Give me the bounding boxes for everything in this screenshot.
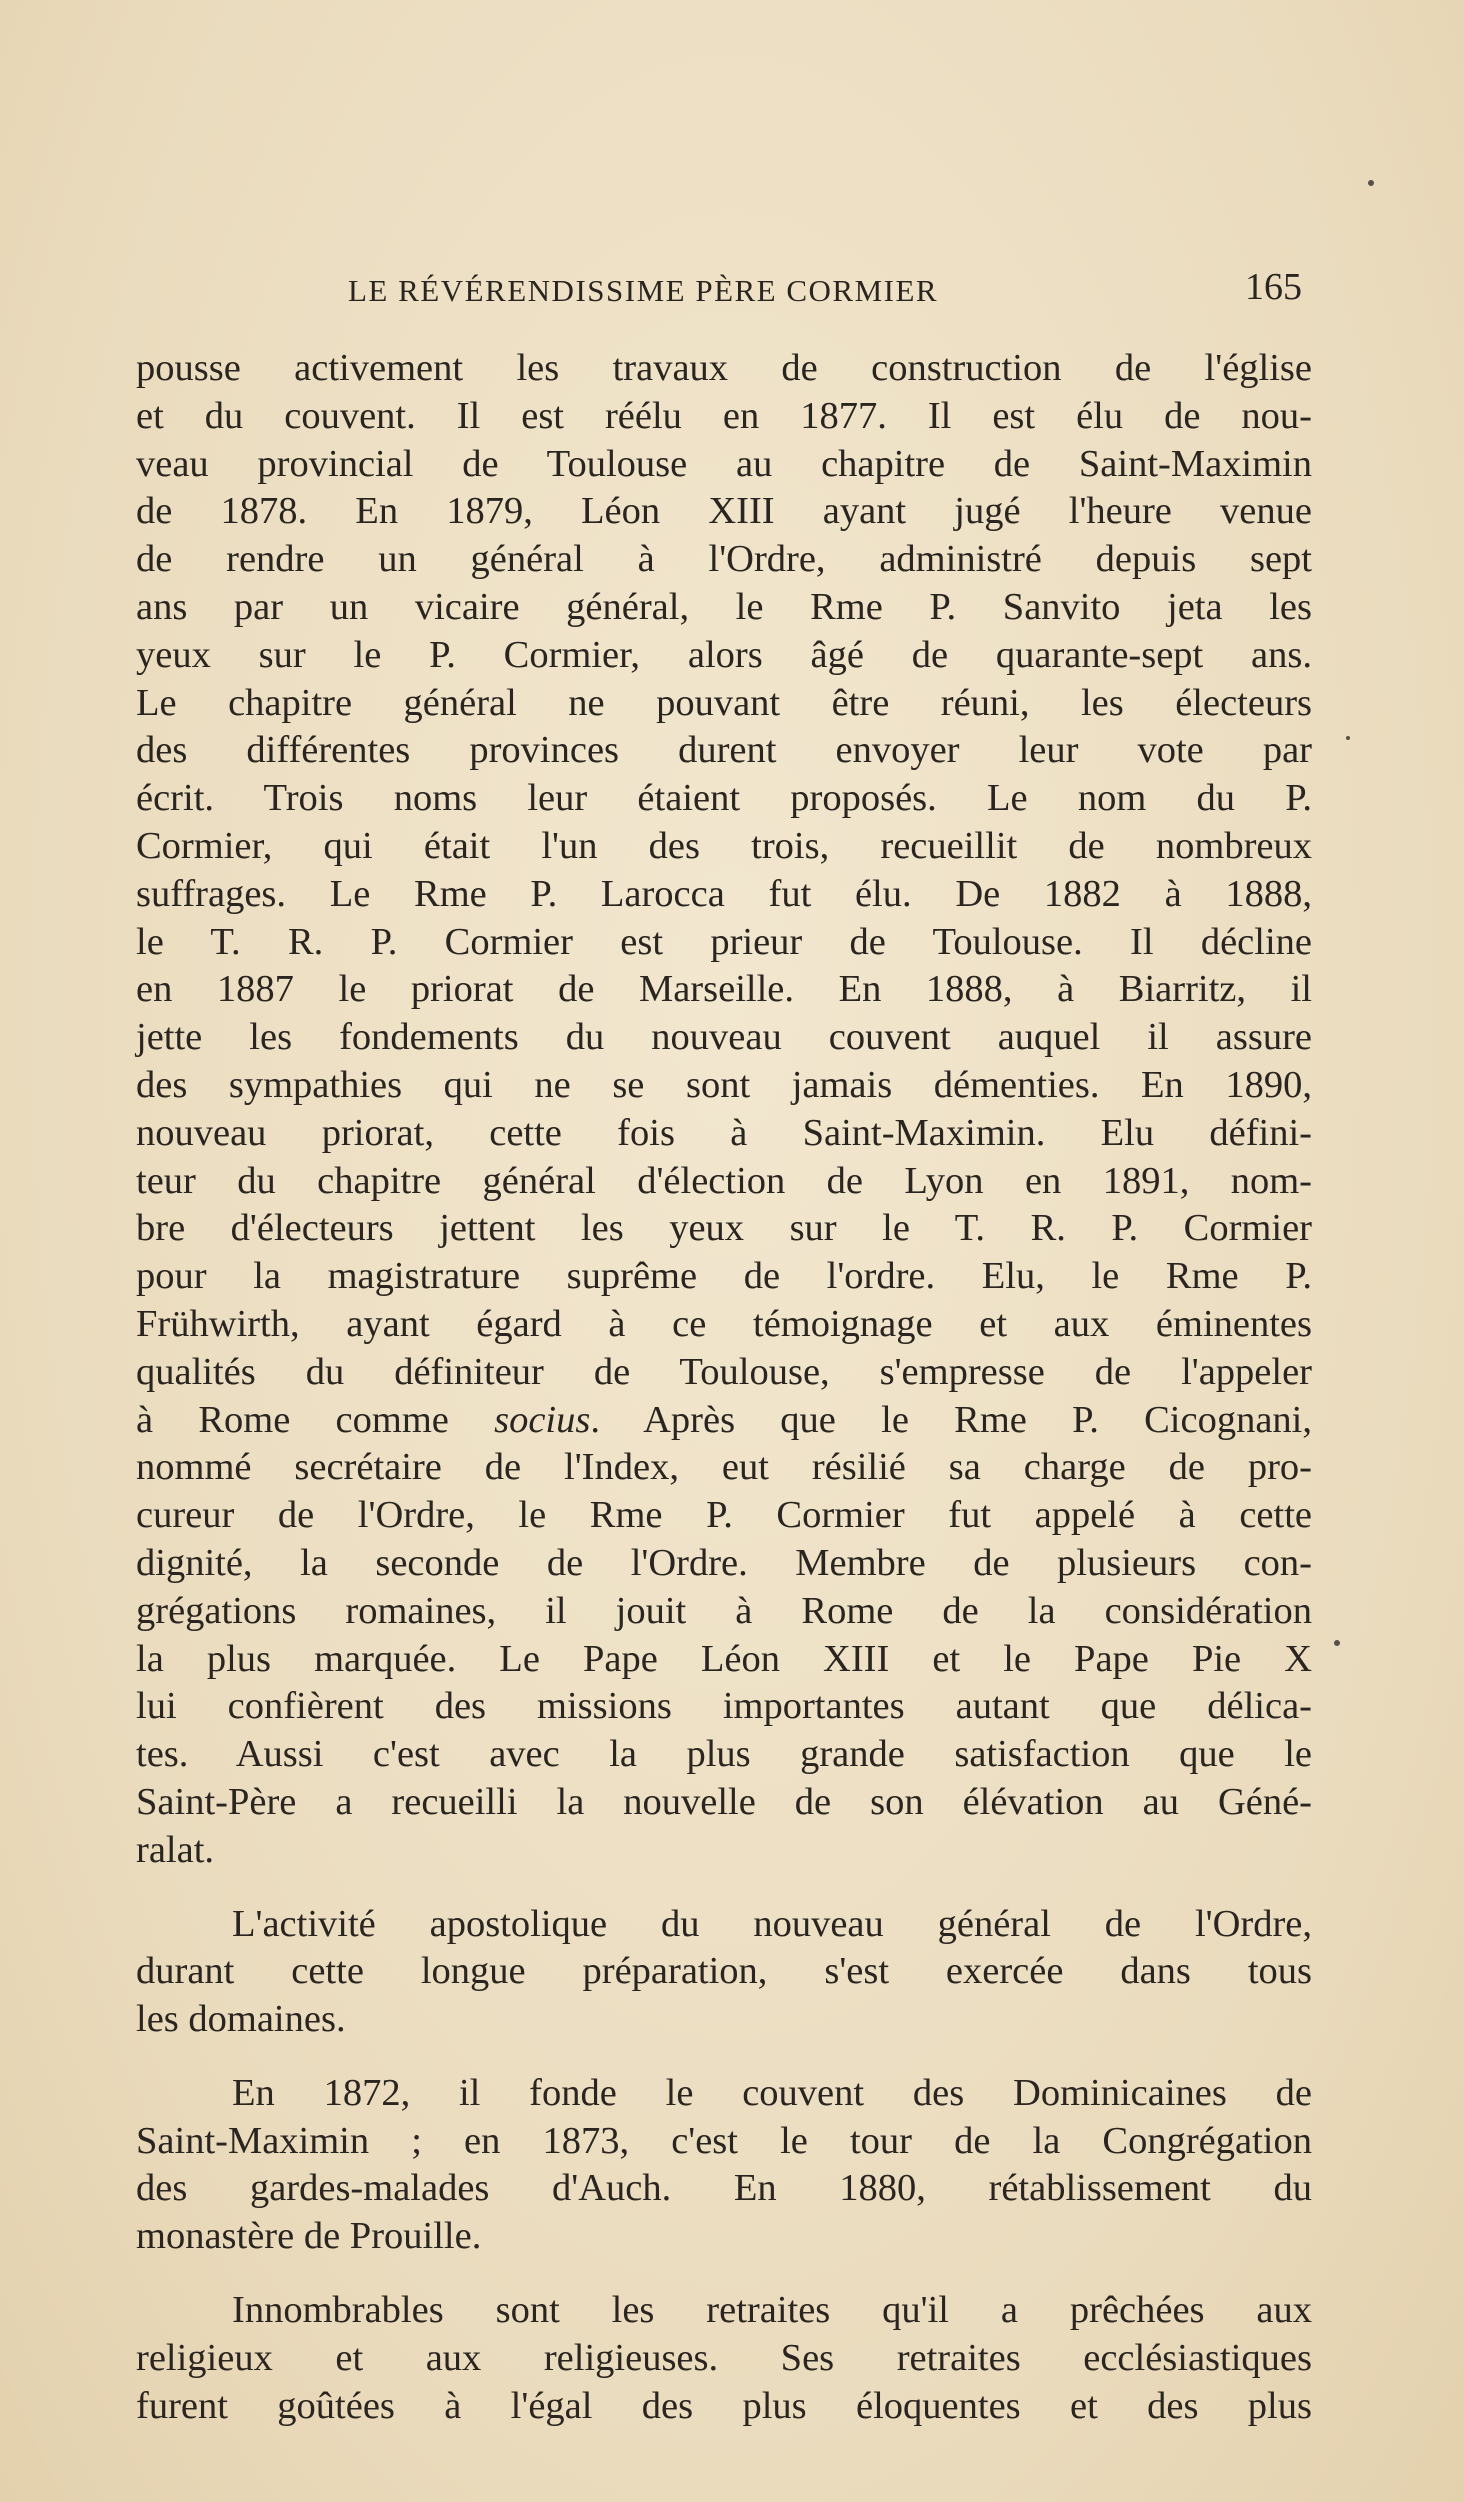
text-line: bre d'électeurs jettent les yeux sur le T. R. P. Cormier	[136, 1207, 1312, 1250]
page-header	[138, 265, 1308, 315]
paragraph	[136, 2287, 1312, 2430]
text-line: en 1887 le priorat de Marseille. En 1888, à Biarritz, il	[136, 968, 1312, 1011]
paper-speck	[1334, 1640, 1340, 1646]
text-line: ralat.	[136, 1828, 215, 1871]
text-line: les domaines.	[136, 1998, 346, 2041]
text-line: de rendre un général à l'Ordre, administré depuis sept	[136, 538, 1312, 581]
text-line: Saint-Maximin ; en 1873, c'est le tour de la Congrégation	[136, 2119, 1312, 2162]
text-line: Cormier, qui était l'un des trois, recueillit de nombreux	[136, 824, 1312, 867]
text-line: des gardes-malades d'Auch. En 1880, rétablissement du	[136, 2167, 1312, 2210]
text-line: veau provincial de Toulouse au chapitre de Saint-Maximin	[136, 442, 1312, 485]
text-line: nommé secrétaire de l'Index, eut résilié sa charge de pro-	[136, 1446, 1312, 1489]
text-line: monastère de Prouille.	[136, 2215, 482, 2258]
text-line: écrit. Trois noms leur étaient proposés. Le nom du P.	[136, 777, 1312, 820]
text-line: la plus marquée. Le Pape Léon XIII et le Pape Pie X	[136, 1637, 1312, 1680]
text-line: grégations romaines, il jouit à Rome de la considération	[136, 1589, 1312, 1632]
text-line: suffrages. Le Rme P. Larocca fut élu. De 1882 à 1888,	[136, 872, 1312, 915]
italic-word: socius	[494, 1398, 591, 1441]
body-text	[136, 345, 1312, 2430]
text-line: Frühwirth, ayant égard à ce témoignage et aux éminentes	[136, 1302, 1312, 1345]
paragraph	[136, 345, 1312, 1875]
text-line: dignité, la seconde de l'Ordre. Membre de plusieurs con-	[136, 1541, 1312, 1584]
text-line: et du couvent. Il est réélu en 1877. Il est élu de nou-	[136, 394, 1312, 437]
text-line: de 1878. En 1879, Léon XIII ayant jugé l'heure venue	[136, 490, 1312, 533]
text-line-with-italic: à Rome comme socius. Après que le Rme P. Cicognani,	[136, 1398, 1312, 1441]
text-line: le T. R. P. Cormier est prieur de Toulouse. Il décline	[136, 920, 1312, 963]
text-line: L'activité apostolique du nouveau général de l'Ordre,	[232, 1902, 1312, 1945]
text-line: furent goûtées à l'égal des plus éloquentes et des plus	[136, 2384, 1312, 2427]
paragraph	[136, 1901, 1312, 2044]
paper-speck	[1368, 180, 1374, 186]
text-line: ans par un vicaire général, le Rme P. Sanvito jeta les	[136, 585, 1312, 628]
text-line: qualités du définiteur de Toulouse, s'empresse de l'appeler	[136, 1350, 1312, 1393]
text-line: En 1872, il fonde le couvent des Dominicaines de	[232, 2071, 1312, 2114]
text-line: yeux sur le P. Cormier, alors âgé de quarante-sept ans.	[136, 633, 1312, 676]
text-line: jette les fondements du nouveau couvent auquel il assure	[136, 1016, 1312, 1059]
text-line: tes. Aussi c'est avec la plus grande satisfaction que le	[136, 1733, 1312, 1776]
text-line: pour la magistrature suprême de l'ordre. Elu, le Rme P.	[136, 1255, 1312, 1298]
running-title: LE RÉVÉRENDISSIME PÈRE CORMIER	[348, 273, 939, 308]
text-line: lui confièrent des missions importantes autant que délica-	[136, 1685, 1312, 1728]
text-line: des différentes provinces durent envoyer leur vote par	[136, 729, 1312, 772]
text-line: Le chapitre général ne pouvant être réuni, les électeurs	[136, 681, 1312, 724]
text-line: Saint-Père a recueilli la nouvelle de son élévation au Géné-	[136, 1780, 1312, 1823]
paper-speck	[1346, 736, 1350, 740]
text-line: religieux et aux religieuses. Ses retraites ecclésiastiques	[136, 2336, 1312, 2379]
page-number: 165	[1245, 266, 1302, 308]
text-line: Innombrables sont les retraites qu'il a prêchées aux	[232, 2289, 1312, 2332]
text-line: pousse activement les travaux de construction de l'église	[136, 347, 1312, 389]
paragraph	[136, 2070, 1312, 2261]
text-line: durant cette longue préparation, s'est exercée dans tous	[136, 1950, 1312, 1993]
text-line: des sympathies qui ne se sont jamais démenties. En 1890,	[136, 1063, 1312, 1106]
text-line: nouveau priorat, cette fois à Saint-Maximin. Elu défini-	[136, 1111, 1312, 1154]
text-line: cureur de l'Ordre, le Rme P. Cormier fut appelé à cette	[136, 1494, 1312, 1537]
text-line: teur du chapitre général d'élection de Lyon en 1891, nom-	[136, 1159, 1312, 1202]
